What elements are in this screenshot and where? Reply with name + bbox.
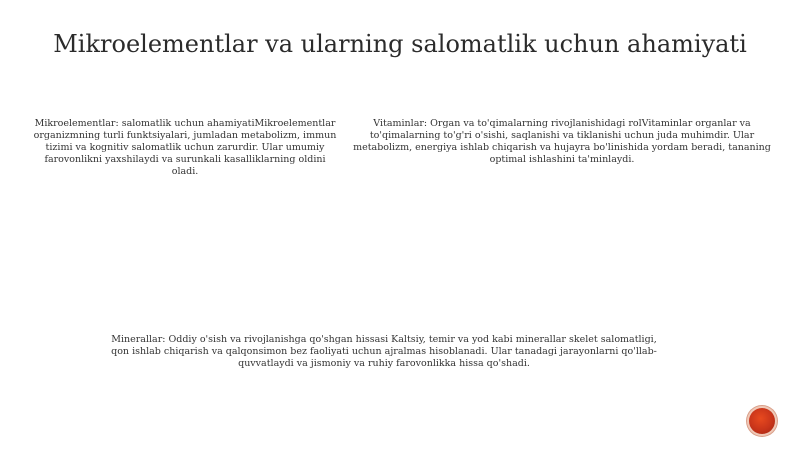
circle-nav-icon[interactable]: [749, 408, 775, 434]
minerals-text-block: Minerallar: Oddiy o'sish va rivojlanishga qo'shgan hissasi Kaltsiy, temir va yod kabi minerallar skelet salomatligi, qon ishlab chiqarish va qalqonsimon bez faoliyati uchun ajralmas hisoblanadi. Ular tanadagi jarayonlarni qo'llab-quvvatlaydi va jismoniy va ruhiy farovonlikka hissa qo'shadi.: [111, 334, 657, 369]
vitamins-text-block: Vitaminlar: Organ va to'qimalarning rivojlanishidagi rolVitaminlar organlar va to'qimalarning to'g'ri o'sishi, saqlanishi va tiklanishi uchun juda muhimdir. Ular metabolizm, energiya ishlab chiqarish va hujayra bo'linishida yordam beradi, tananing optimal ishlashini ta'minlaydi.: [353, 118, 771, 165]
microelements-text-block: Mikroelementlar: salomatlik uchun ahamiyatiMikroelementlar organizmning turli funktsiyalari, jumladan metabolizm, immun tizimi va kognitiv salomatlik uchun zarurdir. Ular umumiy farovonlikni yaxshilaydi va surunkali kasalliklarning oldini oladi.: [33, 118, 337, 177]
slide-title: Mikroelementlar va ularning salomatlik uchun ahamiyati: [53, 30, 747, 58]
